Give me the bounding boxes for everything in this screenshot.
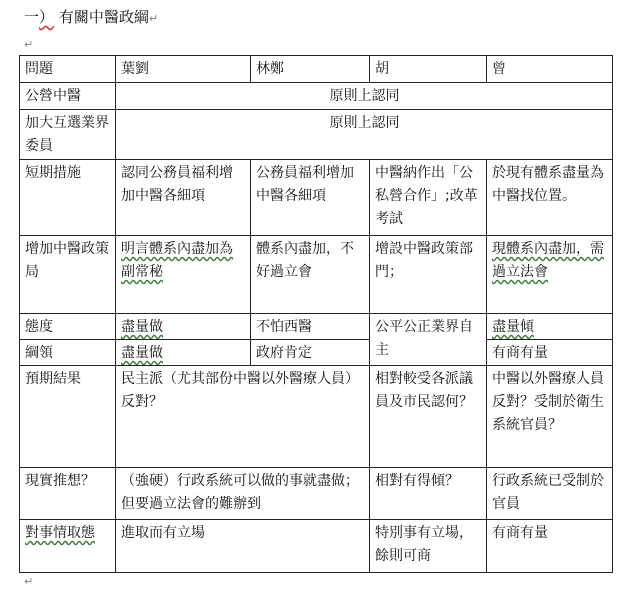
table-cell: 認同公務員福利增加中醫各細項	[116, 160, 251, 236]
table-row	[20, 236, 613, 314]
spanning-cell: 原則上認同	[116, 83, 613, 110]
spanning-cell: 原則上認同	[116, 110, 613, 160]
table-cell: 中醫納作出「公私營合作」;改革考試	[370, 160, 487, 236]
heading-prefix: 一	[24, 8, 40, 26]
table-row	[20, 160, 613, 236]
row-label: 綱領	[20, 340, 116, 366]
row-label: 增加中醫政策局	[20, 236, 116, 314]
table-cell: 於現有體系盡量為中醫找位置。	[487, 160, 613, 236]
row-label: 加大互選業界委員	[20, 110, 116, 160]
header-cell: 葉劉	[116, 56, 251, 83]
table-row	[20, 83, 613, 110]
header-cell: 胡	[370, 56, 487, 83]
table-cell: 公務員福利增加中醫各細項	[251, 160, 370, 236]
header-cell: 問題	[20, 56, 116, 83]
row-label: 預期結果	[20, 366, 116, 468]
paragraph-mark: ↵	[148, 12, 159, 25]
table-row	[20, 340, 613, 366]
table-cell: 公平公正業界自主	[370, 314, 487, 366]
header-cell: 林鄭	[251, 56, 370, 83]
row-label: 短期措施	[20, 160, 116, 236]
table-cell: 民主派（尤其部份中醫以外醫療人員）反對？	[116, 366, 370, 468]
heading-title: 有關中醫政綱	[58, 8, 149, 26]
table-cell: 體系內盡加，不好過立會	[251, 236, 370, 314]
table-cell: 明言體系內盡加為副常秘	[116, 236, 251, 314]
table-cell: 盡量做	[116, 340, 251, 366]
table-row	[20, 56, 613, 83]
table-cell: 有商有量	[487, 520, 613, 573]
heading-paren: ）	[39, 8, 55, 26]
policy-comparison-table	[19, 55, 613, 573]
table-cell: 盡量做	[116, 314, 251, 340]
table-row	[20, 110, 613, 160]
table-cell: 有商有量	[487, 340, 613, 366]
table-cell: 盡量傾	[487, 314, 613, 340]
table-cell: 相對有得傾？	[370, 468, 487, 520]
table-cell: （強硬）行政系統可以做的事就盡做；但要過立法會的難辦到	[116, 468, 370, 520]
table-cell: 相對較受各派議員及市民認何？	[370, 366, 487, 468]
table-row	[20, 366, 613, 468]
row-label: 態度	[20, 314, 116, 340]
table-cell: 中醫以外醫療人員反對？受制於衛生系統官員？	[487, 366, 613, 468]
section-heading	[24, 6, 158, 30]
table-cell: 現體系內盡加，需過立法會	[487, 236, 613, 314]
row-label: 現實推想？	[20, 468, 116, 520]
header-cell: 曾	[487, 56, 613, 83]
table-cell: 不怕西醫	[251, 314, 370, 340]
paragraph-mark: ↵	[24, 575, 34, 588]
row-label: 對事情取態	[20, 520, 116, 573]
row-label: 公營中醫	[20, 83, 116, 110]
table-row	[20, 468, 613, 520]
table-row	[20, 314, 613, 340]
paragraph-mark: ↵	[24, 38, 34, 51]
table-cell: 政府肯定	[251, 340, 370, 366]
table-row	[20, 520, 613, 573]
table-cell: 特別事有立場，餘則可商	[370, 520, 487, 573]
table-cell: 進取而有立場	[116, 520, 370, 573]
table-cell: 增設中醫政策部門；	[370, 236, 487, 314]
table-cell: 行政系統已受制於官員	[487, 468, 613, 520]
